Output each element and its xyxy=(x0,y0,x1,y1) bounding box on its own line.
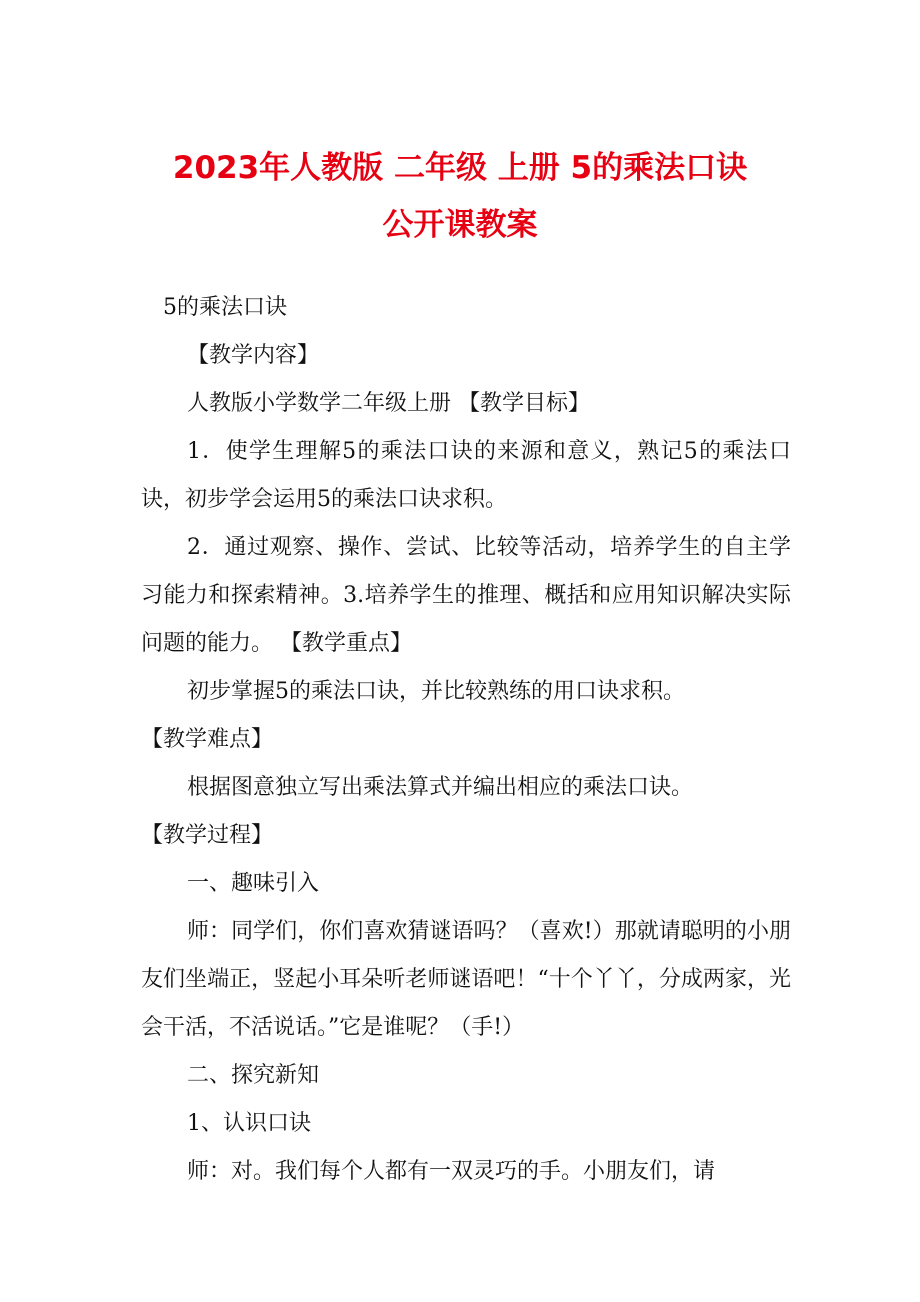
paragraph: 一、趣味引入 xyxy=(187,871,320,896)
document-title-line-1: 2023年人教版 二年级 上册 5的乘法口诀 xyxy=(172,150,748,186)
paragraph: 【教学内容】 xyxy=(187,343,320,368)
paragraph: 人教版小学数学二年级上册 【教学目标】 xyxy=(187,391,590,416)
paragraph: 师：对。我们每个人都有一双灵巧的手。小朋友们，请 xyxy=(187,1159,716,1184)
paragraph: 二、探究新知 xyxy=(187,1063,320,1088)
paragraph: 1．使学生理解5的乘法口诀的来源和意义，熟记5的乘法口诀，初步学会运用5的乘法口诀求积。 xyxy=(141,439,791,512)
section-heading: 5的乘法口诀 xyxy=(163,295,287,320)
document-title-line-2: 公开课教案 xyxy=(382,207,538,243)
paragraph: 【教学过程】 xyxy=(141,823,274,848)
paragraph: 1、认识口诀 xyxy=(187,1111,311,1136)
paragraph: 2．通过观察、操作、尝试、比较等活动，培养学生的自主学习能力和探索精神。3.培养学生的推理、概括和应用知识解决实际问题的能力。 【教学重点】 xyxy=(141,535,791,656)
paragraph: 初步掌握5的乘法口诀，并比较熟练的用口诀求积。 xyxy=(187,679,685,704)
document-body xyxy=(141,284,791,1196)
paragraph: 【教学难点】 xyxy=(141,727,274,752)
paragraph: 师：同学们，你们喜欢猜谜语吗？（喜欢!）那就请聪明的小朋友们坐端正，竖起小耳朵听老师谜语吧！“十个丫丫，分成两家，光会干活，不活说话。”它是谁呢？（手!） xyxy=(141,919,791,1040)
paragraph: 根据图意独立写出乘法算式并编出相应的乘法口诀。 xyxy=(187,775,694,800)
